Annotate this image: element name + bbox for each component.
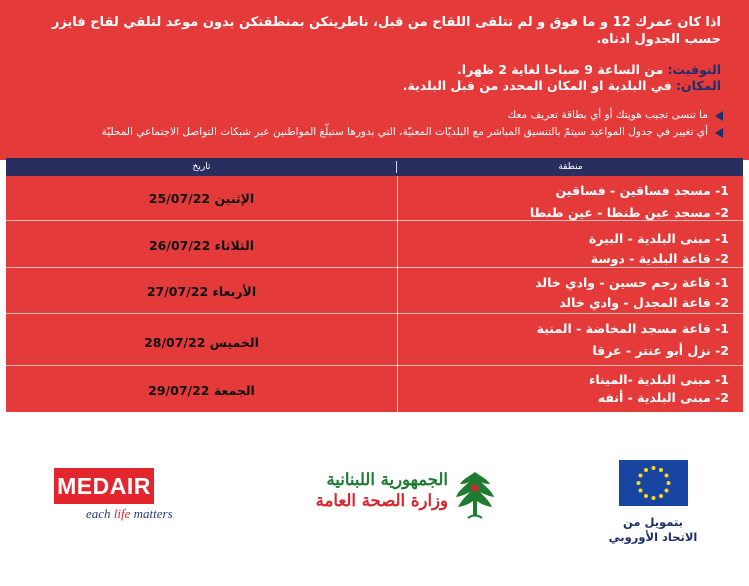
info-section — [0, 0, 749, 160]
eu-flag-icon — [619, 460, 688, 506]
row-location-1: 1- مبنى البلدية -الميناء — [588, 372, 729, 387]
place-value: في البلدية او المكان المحدد من قبل البلدية. — [402, 78, 676, 93]
time-place-block — [21, 62, 721, 94]
ministry-line-1: الجمهورية اللبنانية — [326, 470, 448, 489]
triangle-bullet-icon — [715, 111, 723, 121]
note-id-reminder — [508, 109, 723, 122]
timing-label: التوقيت: — [667, 62, 721, 77]
row-date: الإثنين 25/07/22 — [148, 191, 255, 206]
row-location-2: 2- قاعة البلدية - دوسة — [590, 251, 729, 266]
row-divider — [6, 313, 743, 314]
table-header — [6, 158, 743, 176]
tagline-each: each — [86, 506, 114, 521]
row-location-2: 2- مبنى البلدية - أنفه — [597, 390, 729, 405]
row-date: الثلاثاء 26/07/22 — [148, 238, 255, 253]
place-label: المكان: — [676, 78, 721, 93]
row-divider — [6, 220, 743, 221]
header-divider — [396, 161, 397, 173]
ministry-of-health-logo — [278, 470, 448, 512]
tagline-matters: matters — [130, 506, 173, 521]
row-date: الأربعاء 27/07/22 — [146, 284, 257, 299]
tagline-life: life — [113, 506, 131, 521]
row-date: الخميس 28/07/22 — [144, 335, 259, 350]
header-date: تاريخ — [192, 162, 211, 172]
header-area: منطقة — [558, 162, 583, 172]
row-location-1: 1- قاعة مسجد المخاضة - المنية — [536, 321, 729, 336]
row-location-2: 2- مسجد عين طنطا - عين طنطا — [529, 205, 729, 220]
medair-logo: MEDAIR — [54, 468, 154, 504]
note-schedule-change — [102, 126, 723, 139]
eu-funding-caption — [598, 515, 708, 545]
timing-line — [21, 62, 721, 78]
row-location-1: 1- مسجد فساقين - فساقين — [555, 183, 729, 198]
cedar-tree-icon — [452, 466, 498, 522]
eu-caption-line-1: بتمويل من — [623, 515, 683, 529]
row-divider — [6, 267, 743, 268]
row-location-2: 2- نزل أبو عنتر - عرقا — [592, 343, 729, 358]
timing-value: من الساعة 9 صباحا لغاية 2 ظهرا. — [457, 62, 668, 77]
row-location-2: 2- قاعة المجدل - وادي خالد — [559, 295, 729, 310]
eu-caption-line-2: الاتحاد الأوروبي — [608, 530, 698, 544]
schedule-table — [6, 158, 743, 412]
medair-tagline — [86, 506, 173, 522]
triangle-bullet-icon — [715, 128, 723, 138]
note-text: ما تنسى تجيب هويتك أو أي بطاقة تعريف معك — [507, 109, 708, 121]
ministry-line-2: وزارة الصحة العامة — [315, 491, 448, 510]
note-text: أي تغيير في جدول المواعيد سيتمّ بالتنسيق المباشر مع البلديّات المعنيّة، التي بدورها ستبلّغ المواطنين عبر شبكات التواصل الاجتماعي المحليّة — [101, 126, 708, 138]
intro-text — [21, 14, 721, 48]
row-divider — [6, 365, 743, 366]
intro-line: اذا كان عمرك 12 و ما فوق و لم تتلقى اللقاح من قبل، ناطرينكن بمنطقتكن بدون موعد لتلقي لقاح فايزر — [51, 15, 721, 30]
row-date: الجمعة 29/07/22 — [148, 383, 255, 398]
intro-line: حسب الجدول ادناه. — [596, 32, 721, 47]
row-location-1: 1- قاعة رجم حسين - وادي خالد — [535, 275, 729, 290]
column-divider — [397, 176, 398, 412]
row-location-1: 1- مبنى البلدية - البيرة — [588, 231, 729, 246]
place-line — [21, 78, 721, 94]
